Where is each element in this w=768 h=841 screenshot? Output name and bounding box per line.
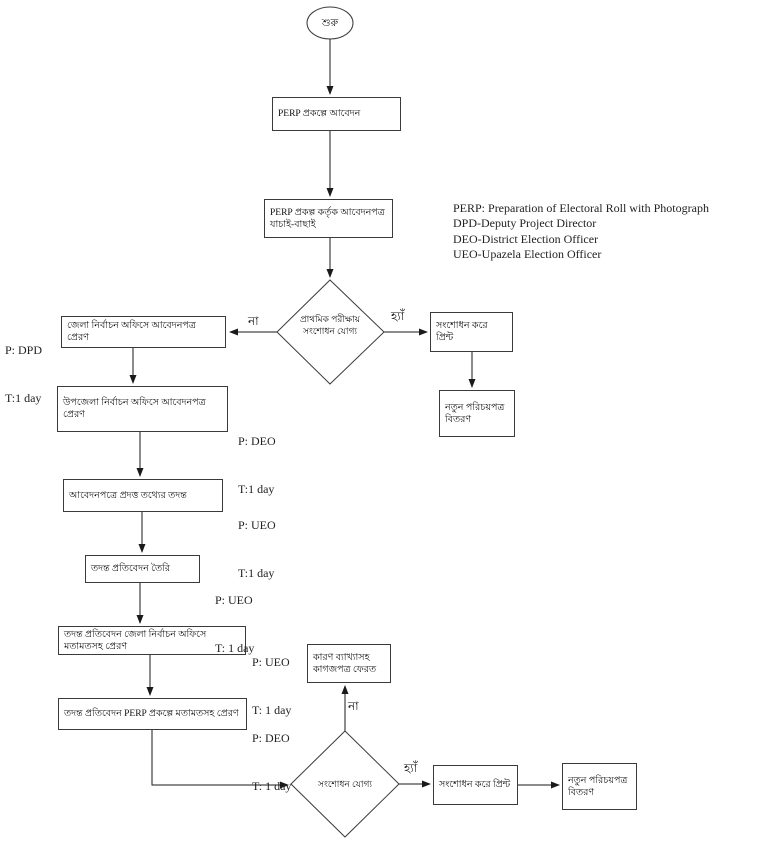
make-report-box [85, 555, 200, 583]
send-district-box-label: জেলা নির্বাচন অফিসে আবেদনপত্র প্রেরণ [67, 321, 196, 343]
annotation-ueo-2-time: T: 1 day [215, 641, 255, 655]
report-to-perp-box-label: তদন্ত প্রতিবেদন PERP প্রকল্পে মতামতসহ প্রেরণ [64, 709, 239, 719]
distribute1-box-label: নতুন পরিচয়পত্র বিতরণ [445, 402, 505, 425]
legend-perp: PERP: Preparation of Electoral Roll with Photograph [453, 201, 709, 215]
send-district-box [61, 316, 226, 348]
annotation-ueo-1-time: T:1 day [238, 566, 275, 580]
apply-box-label: PERP প্রকল্পে আবেদন [278, 109, 361, 119]
annotation-deo-2-time: T: 1 day [252, 779, 292, 793]
annotation-deo-1-time: T:1 day [238, 482, 275, 496]
annotation-dpd-person: P: DPD [5, 343, 43, 357]
report-to-perp-box [58, 698, 247, 730]
verify-box-label: PERP প্রকল্প কর্তৃক আবেদনপত্র যাচাই-বাছাই [270, 207, 385, 230]
decision1-yes-label: হ্যাঁ [391, 309, 405, 323]
print1-box [430, 312, 513, 352]
investigate-box [63, 479, 223, 512]
legend-abbreviations-top [453, 201, 709, 231]
send-upazila-box [57, 386, 228, 432]
annotation-ueo-1-person: P: UEO [238, 518, 276, 532]
distribute2-box [562, 763, 637, 810]
verify-box [264, 199, 393, 238]
decision1-label [285, 313, 375, 337]
annotation-dpd [5, 310, 42, 438]
distribute1-box [439, 390, 515, 437]
investigate-box-label: আবেদনপত্রে প্রদত্ত তথ্যের তদন্ত [69, 490, 187, 501]
legend-deo: DEO-District Election Officer [453, 232, 599, 246]
annotation-ueo-3-time: T: 1 day [252, 703, 292, 717]
decision2-label: সংশোধন যোগ্য [318, 779, 372, 789]
annotation-ueo-3-person: P: UEO [252, 655, 290, 669]
decision1-label-line1: প্রাথমিক পরীক্ষায় [299, 314, 361, 324]
annotation-ueo-2 [215, 560, 254, 688]
return-docs-box-label: কারণ ব্যাখ্যাসহ কাগজপত্র ফেরত [313, 652, 377, 675]
send-upazila-box-label: উপজেলা নির্বাচন অফিসে আবেদনপত্র প্রেরণ [63, 398, 206, 420]
decision2-no-label: না [348, 699, 359, 713]
annotation-dpd-time: T:1 day [5, 391, 42, 405]
print2-box-label: সংশোধন করে প্রিন্ট [439, 780, 511, 790]
apply-box [272, 97, 401, 131]
start-node-label: শুরু [321, 18, 339, 29]
legend-abbreviations-bottom [453, 232, 601, 262]
decision1-no-label: না [248, 314, 259, 328]
decision2-yes-label: হ্যাঁ [404, 761, 418, 775]
annotation-deo-2 [252, 698, 291, 826]
legend-dpd: DPD-Deputy Project Director [453, 216, 597, 230]
annotation-ueo-2-person: P: UEO [215, 593, 253, 607]
distribute2-box-label: নতুন পরিচয়পত্র বিতরণ [568, 775, 628, 798]
print2-box [433, 765, 518, 805]
report-to-district-box-label: তদন্ত প্রতিবেদন জেলা নির্বাচন অফিসে মতামতসহ প্রেরণ [64, 629, 207, 652]
return-docs-box [307, 644, 391, 683]
annotation-deo-1-person: P: DEO [238, 434, 276, 448]
legend-ueo: UEO-Upazela Election Officer [453, 247, 602, 261]
make-report-box-label: তদন্ত প্রতিবেদন তৈরি [91, 564, 171, 574]
print1-box-label: সংশোধন করে প্রিন্ট [436, 321, 488, 343]
annotation-deo-2-person: P: DEO [252, 731, 290, 745]
decision1-label-line2: সংশোধন যোগ্য [303, 326, 357, 336]
